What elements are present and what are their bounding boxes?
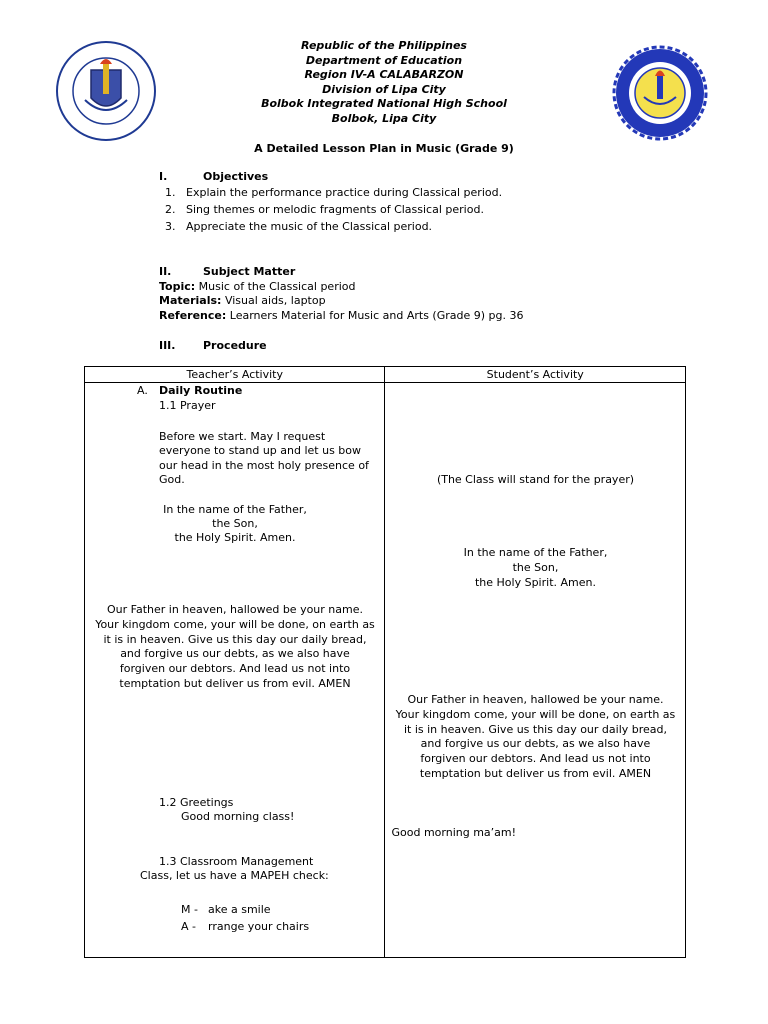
prayer-intro-line: our head in the most holy presence of (159, 459, 369, 472)
materials-value: Visual aids, laptop (224, 294, 326, 307)
subject-matter-heading: Subject Matter (203, 265, 296, 278)
prayer-heading: 1.1 Prayer (159, 399, 216, 412)
student-our-father-line: and forgive us our debts, as we also have (420, 737, 651, 750)
header-line: Bolbok, Lipa City (331, 111, 437, 125)
materials-line (159, 294, 326, 307)
reference-line (159, 309, 524, 322)
objective-text: Sing themes or melodic fragments of Classical period. (186, 203, 484, 216)
header-line: Division of Lipa City (322, 82, 446, 96)
student-our-father-line: forgiven our debtors. And lead us not into (420, 752, 651, 765)
mapeh-letter: A - (181, 920, 196, 933)
our-father-line: Our Father in heaven, hallowed be your name. (107, 603, 363, 616)
objective-number: 1. (165, 186, 176, 199)
reference-label: Reference: (159, 309, 227, 322)
greetings-heading: 1.2 Greetings (159, 796, 234, 809)
header-line: Bolbok Integrated National High School (261, 97, 507, 111)
objective-number: 2. (165, 203, 176, 216)
objective-text: Appreciate the music of the Classical period. (186, 220, 433, 233)
student-our-father-line: Your kingdom come, your will be done, on earth as (395, 708, 676, 721)
student-sign-of-cross-line: the Holy Spirit. Amen. (474, 576, 596, 589)
classroom-management-heading: 1.3 Classroom Management (159, 855, 314, 868)
student-our-father-line: it is in heaven. Give us this day our daily bread, (403, 723, 668, 736)
document-title: A Detailed Lesson Plan in Music (Grade 9) (254, 142, 514, 155)
our-father-line: temptation but deliver us from evil. AMEN (119, 677, 351, 690)
prayer-intro-line: God. (159, 473, 185, 486)
topic-label: Topic: (159, 280, 196, 293)
our-father-line: forgiven our debtors. And lead us not into (119, 662, 351, 675)
objective-number: 3. (165, 220, 176, 233)
materials-label: Materials: (159, 294, 222, 307)
section-number: II. (159, 265, 172, 278)
procedure-table (84, 366, 686, 958)
student-sign-of-cross-line: In the name of the Father, (463, 546, 608, 559)
sign-of-cross-line: the Son, (212, 517, 258, 530)
objectives-heading: Objectives (203, 170, 269, 183)
student-sign-of-cross-line: the Son, (512, 561, 559, 574)
topic-value: Music of the Classical period (198, 280, 356, 293)
objective-text: Explain the performance practice during Classical period. (186, 186, 503, 199)
mapeh-text: rrange your chairs (208, 920, 310, 933)
student-our-father-line: Our Father in heaven, hallowed be your name. (407, 693, 664, 706)
student-our-father-line: temptation but deliver us from evil. AMEN (419, 767, 652, 780)
student-greeting-reply: Good morning ma’am! (391, 826, 517, 839)
daily-routine-heading: Daily Routine (159, 384, 243, 397)
prayer-intro-line: Before we start. May I request (159, 430, 326, 443)
our-father-line: Your kingdom come, your will be done, on earth as (95, 618, 375, 631)
our-father-line: it is in heaven. Give us this day our daily bread, (103, 633, 367, 646)
section-number: I. (159, 170, 168, 183)
topic-line (159, 280, 356, 293)
section-number: III. (159, 339, 176, 352)
sign-of-cross-line: the Holy Spirit. Amen. (174, 531, 296, 544)
school-header (0, 39, 768, 127)
teacher-column-header: Teacher’s Activity (85, 367, 385, 383)
header-line: Republic of the Philippines (301, 39, 467, 52)
student-column-header: Student’s Activity (385, 367, 686, 383)
greetings-text: Good morning class! (181, 810, 295, 823)
prayer-intro-line: everyone to stand up and let us bow (159, 444, 362, 457)
teacher-activity-cell (85, 383, 385, 958)
mapeh-text: ake a smile (208, 903, 271, 916)
sign-of-cross-line: In the name of the Father, (163, 503, 307, 516)
student-stand-text: (The Class will stand for the prayer) (436, 473, 635, 486)
mapeh-letter: M - (181, 903, 198, 916)
classroom-management-text: Class, let us have a MAPEH check: (140, 869, 329, 882)
header-line: Department of Education (305, 53, 463, 67)
student-activity-cell (385, 383, 686, 958)
section-a-number: A. (137, 384, 148, 397)
header-line: Region IV-A CALABARZON (304, 68, 464, 82)
procedure-heading: Procedure (203, 339, 267, 352)
our-father-line: and forgive us our debts, as we also have (120, 647, 350, 660)
reference-value: Learners Material for Music and Arts (Grade 9) pg. 36 (229, 309, 524, 322)
